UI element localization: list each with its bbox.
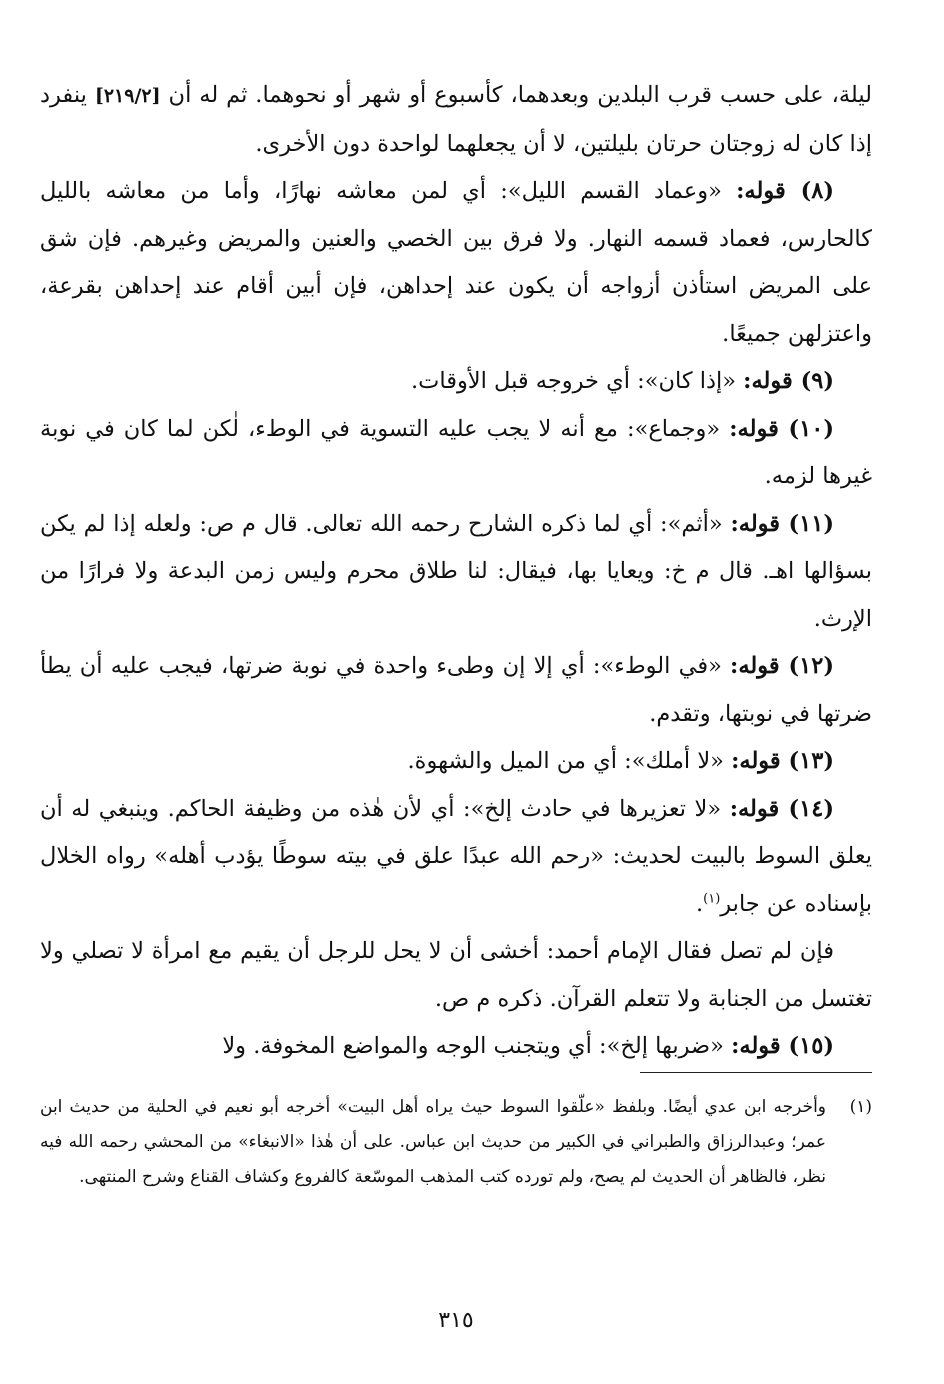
paragraph-text: : مع أنه لا يجب عليه التسوية في الوطء، لٰكن لما كان في نوبة غيرها لزمه. bbox=[40, 415, 872, 489]
paragraph-text: : أي خروجه قبل الأوقات. bbox=[411, 368, 645, 394]
paragraph-text: : أي إلا إن وطىء واحدة في نوبة ضرتها، فيجب عليه أن يطأ ضرتها في نوبتها، وتقدم. bbox=[40, 653, 872, 727]
intro-text-after-ref: ينفرد إذا كان له زوجتان حرتان بليلتين، لا أن يجعلهما لواحدة دون الأخرى. bbox=[40, 82, 872, 157]
paragraph-label: (١٣) قوله: bbox=[731, 748, 834, 774]
paragraph-text: : أي من الميل والشهوة. bbox=[407, 748, 632, 774]
footnote-number: (١) bbox=[849, 1097, 872, 1117]
footnote-item bbox=[40, 1090, 872, 1195]
quoted-phrase: «لا تعزيرها في حادث إلخ» bbox=[470, 795, 730, 822]
intro-paragraph bbox=[40, 72, 872, 168]
footnotes-section bbox=[40, 1090, 872, 1195]
footnote-text: وأخرجه ابن عدي أيضًا. وبلفظ «علّقوا السوط حيث يراه أهل البيت» أخرجه أبو نعيم في الحلية من حديث ابن عمر؛ وعبدالرزاق والطبراني في الكبير من حديث ابن عباس. على أن هٰذا «الانبغاء» من المحشي رحمه الله فيه نظر، فالظاهر أن الحديث لم يصح، ولم تورده كتب المذهب الموسّعة كالفروع وكشاف القناع وشرح المنتهى. bbox=[40, 1097, 826, 1187]
paragraph-text: : أي لأن هٰذه من وظيفة الحاكم. وينبغي له أن يعلق السوط بالبيت لحديث: «رحم الله عبدًا علق في بيته سوطًا يؤدب أهله» رواه الخلال بإسناده عن جابر bbox=[40, 795, 872, 917]
paragraph-text: فإن لم تصل فقال الإمام أحمد: أخشى أن لا يحل للرجل أن يقيم مع امرأة لا تصلي ولا تغتسل من الجنابة ولا تتعلم القرآن. ذكره م ص. bbox=[40, 938, 872, 1012]
paragraph-label: (١٥) قوله: bbox=[731, 1033, 834, 1059]
quoted-phrase: «لا أملك» bbox=[631, 748, 732, 774]
paragraph-12 bbox=[40, 643, 872, 738]
main-text bbox=[40, 72, 872, 1071]
paragraph-text-end: . bbox=[695, 890, 704, 917]
paragraph-label: (١٠) قوله: bbox=[729, 415, 834, 442]
paragraph-11 bbox=[40, 501, 872, 644]
paragraph-8 bbox=[40, 168, 872, 358]
paragraph-text: : أي لمن معاشه نهارًا، وأما من معاشه بالليل كالحارس، فعماد قسمه النهار. ولا فرق بين الخصي والعنين والمريض وغيرهم. فإن شق على المريض استأذن أزواجه أن يكون عند إحداهن، فإن أبين أقام عند إحداهن بقرعة، واعتزلهن جميعًا. bbox=[40, 178, 872, 347]
paragraph-9 bbox=[40, 358, 872, 406]
paragraph-13 bbox=[40, 738, 872, 786]
footnote-divider bbox=[640, 1072, 872, 1073]
paragraph-text: : أي ويتجنب الوجه والمواضع المخوفة. ولا bbox=[222, 1033, 607, 1059]
paragraph-14 bbox=[40, 786, 872, 929]
paragraph-15 bbox=[40, 1023, 872, 1071]
quoted-phrase: «أثم» bbox=[667, 510, 731, 537]
quoted-phrase: «إذا كان» bbox=[644, 368, 744, 394]
quoted-phrase: «ضربها إلخ» bbox=[606, 1033, 732, 1059]
page-reference: [٢١٩/٢] bbox=[94, 85, 161, 107]
paragraph-label: (٨) قوله: bbox=[736, 178, 834, 204]
paragraph-10 bbox=[40, 406, 872, 501]
quoted-phrase: «وجماع» bbox=[634, 415, 730, 442]
paragraph-imam-ahmad bbox=[40, 928, 872, 1023]
paragraph-label: (١٢) قوله: bbox=[730, 653, 834, 679]
page-number: ٣١٥ bbox=[438, 1308, 474, 1333]
intro-text-before-ref: ليلة، على حسب قرب البلدين وبعدهما، كأسبوع أو شهر أو نحوهما. ثم له أن bbox=[160, 82, 873, 108]
footnote-marker[interactable]: (١) bbox=[703, 891, 721, 906]
paragraph-text: : أي لما ذكره الشارح رحمه الله تعالى. قال م ص: ولعله إذا لم يكن بسؤالها اهـ. قال م خ: ويعايا بها، فيقال: لنا طلاق محرم وليس زمن البدعة ولا فرارًا من الإرث. bbox=[40, 510, 872, 632]
book-page bbox=[40, 72, 872, 1352]
paragraph-label: (١٤) قوله: bbox=[729, 795, 834, 822]
quoted-phrase: «وعماد القسم الليل» bbox=[507, 178, 737, 204]
paragraph-label: (٩) قوله: bbox=[743, 368, 834, 394]
paragraph-label: (١١) قوله: bbox=[730, 510, 834, 537]
quoted-phrase: «في الوطء» bbox=[600, 653, 731, 679]
